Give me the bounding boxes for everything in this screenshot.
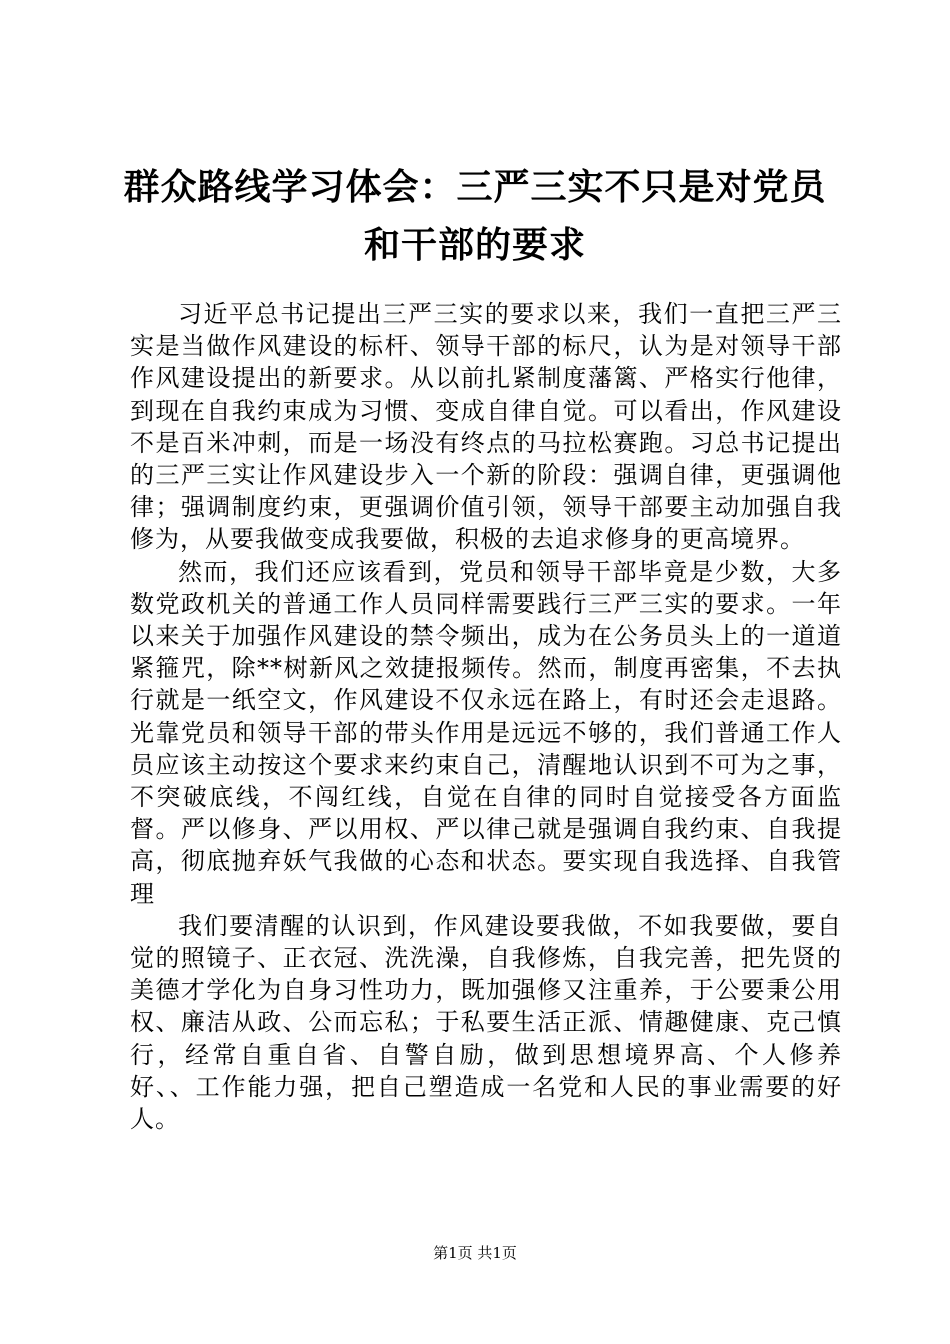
page-footer: 第1页 共1页 (433, 1244, 517, 1262)
paragraph-2: 然而，我们还应该看到，党员和领导干部毕竟是少数，大多数党政机关的普通工作人员同样需要践行三严三实的要求。一年以来关于加强作风建设的禁令频出，成为在公务员头上的一道道紧箍咒，除**树新风之效捷报频传。然而，制度再密集，不去执行就是一纸空文，作风建设不仅永远在路上，有时还会走退路。光靠党员和领导干部的带头作用是远远不够的，我们普通工作人员应该主动按这个要求来约束自己，清醒地认识到不可为之事，不突破底线，不闯红线，自觉在自律的同时自觉接受各方面监督。严以修身、严以用权、严以律己就是强调自我约束、自我提高，彻底抛弃妖气我做的心态和状态。要实现自我选择、自我管理 (130, 557, 842, 908)
paragraph-1: 习近平总书记提出三严三实的要求以来，我们一直把三严三实是当做作风建设的标杆、领导干部的标尺，认为是对领导干部作风建设提出的新要求。从以前扎紧制度藩篱、严格实行他律，到现在自我约束成为习惯、变成自律自觉。可以看出，作风建设不是百米冲刺，而是一场没有终点的马拉松赛跑。习总书记提出的三严三实让作风建设步入一个新的阶段：强调自律，更强调他律；强调制度约束，更强调价值引领，领导干部要主动加强自我修为，从要我做变成我要做，积极的去追求修身的更高境界。 (130, 300, 842, 554)
document-body (130, 298, 842, 1135)
document-title: 群众路线学习体会：三严三实不只是对党员和干部的要求 (123, 166, 827, 266)
paragraph-3: 我们要清醒的认识到，作风建设要我做，不如我要做，要自觉的照镜子、正衣冠、洗洗澡，自我修炼，自我完善，把先贤的美德才学化为自身习性功力，既加强修又注重养，于公要秉公用权、廉洁从政、公而忘私；于私要生活正派、情趣健康、克己慎行，经常自重自省、自警自励，做到思想境界高、个人修养好、、工作能力强，把自己塑造成一名党和人民的事业需要的好人。 (130, 911, 842, 1134)
